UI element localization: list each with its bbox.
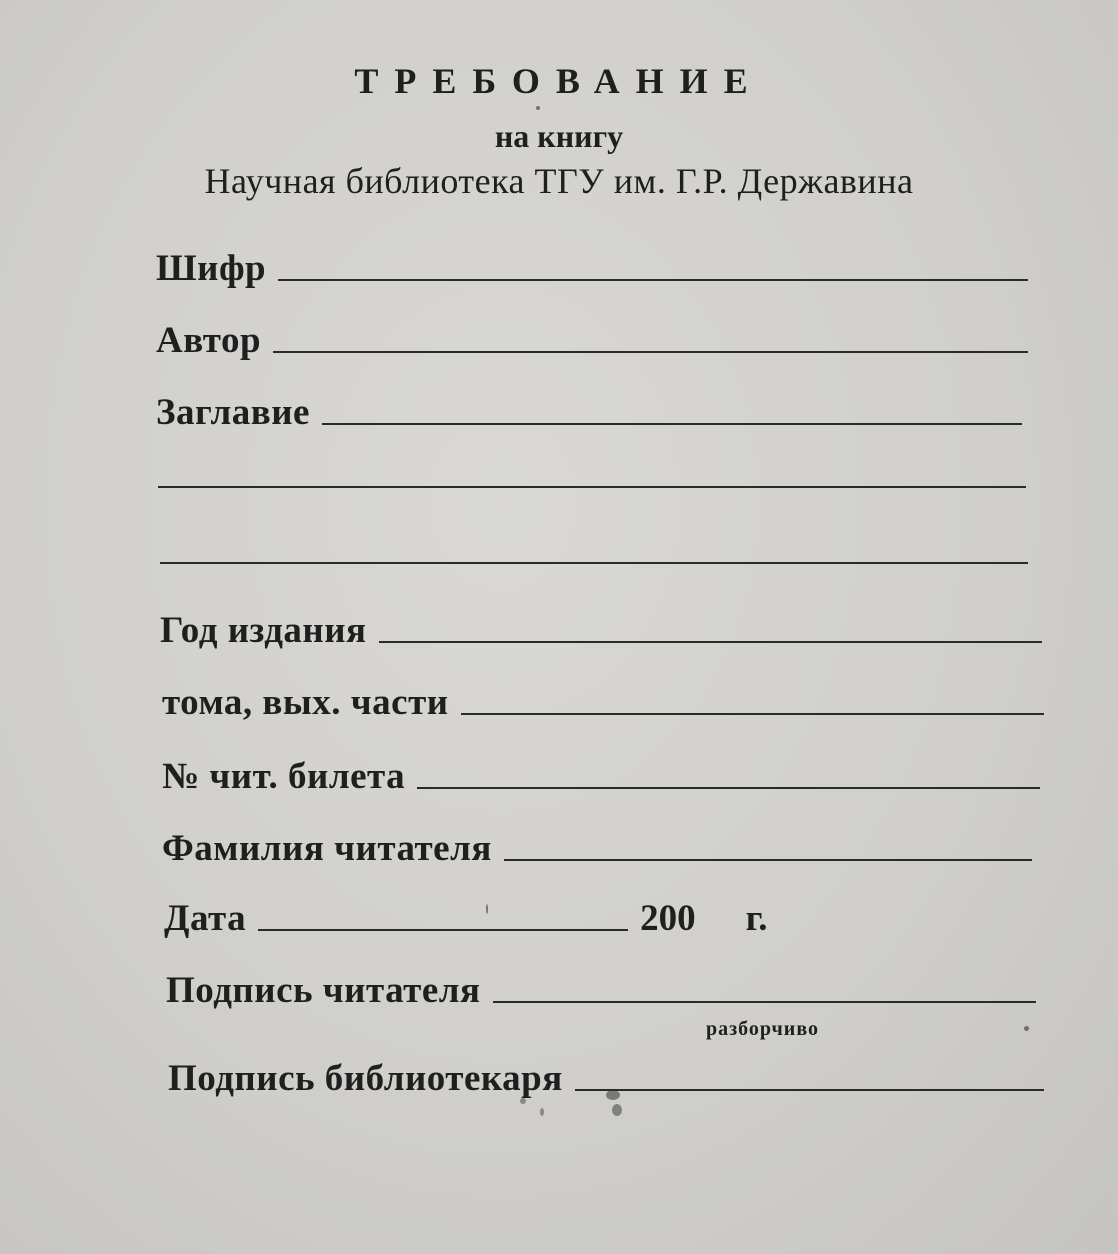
year-label: Год издания: [160, 610, 367, 651]
library-name: Научная библиотека ТГУ им. Г.Р. Державина: [204, 161, 914, 201]
ink-speck: [486, 904, 488, 914]
title-row: [156, 394, 1022, 431]
ink-speck: [606, 1090, 620, 1100]
form-subtitle: на книгу: [494, 118, 624, 154]
legibly-note: разборчиво: [706, 1018, 819, 1040]
date-year: 200: [640, 898, 696, 939]
date-line: [258, 929, 628, 931]
author-line: [273, 351, 1028, 353]
ink-speck: [612, 1104, 622, 1116]
volume-line: [461, 713, 1044, 715]
date-year-suffix: г.: [745, 898, 768, 939]
librarian-signature-line: [575, 1089, 1044, 1091]
ink-speck: [1024, 1026, 1029, 1031]
surname-row: [162, 830, 1032, 867]
ticket-line: [417, 787, 1040, 789]
author-row: [156, 322, 1028, 359]
year-row: [160, 612, 1042, 649]
reader-signature-label: Подпись читателя: [166, 970, 481, 1011]
reader-signature-line: [493, 1001, 1036, 1003]
cipher-row: [156, 250, 1028, 287]
title-line: [322, 423, 1022, 425]
year-line: [379, 641, 1042, 643]
date-row: [164, 900, 804, 937]
title-label: Заглавие: [156, 392, 310, 433]
form-title: ТРЕБОВАНИЕ: [354, 61, 764, 101]
ticket-row: [162, 758, 1040, 795]
ink-speck: [520, 1098, 526, 1104]
volume-label: тома, вых. части: [162, 682, 449, 723]
ink-speck: [540, 1108, 544, 1116]
volume-row: [162, 684, 1044, 721]
title-continuation-line-1: [158, 486, 1026, 488]
surname-line: [504, 859, 1032, 861]
surname-label: Фамилия читателя: [162, 828, 492, 869]
librarian-signature-label: Подпись библиотекаря: [168, 1058, 563, 1099]
author-label: Автор: [156, 320, 262, 361]
ink-speck: [536, 106, 540, 110]
cipher-line: [278, 279, 1028, 281]
cipher-label: Шифр: [156, 248, 267, 289]
date-label: Дата: [164, 898, 247, 939]
title-continuation-line-2: [160, 562, 1028, 564]
ticket-label: № чит. билета: [162, 756, 406, 797]
reader-signature-row: [166, 972, 1036, 1009]
